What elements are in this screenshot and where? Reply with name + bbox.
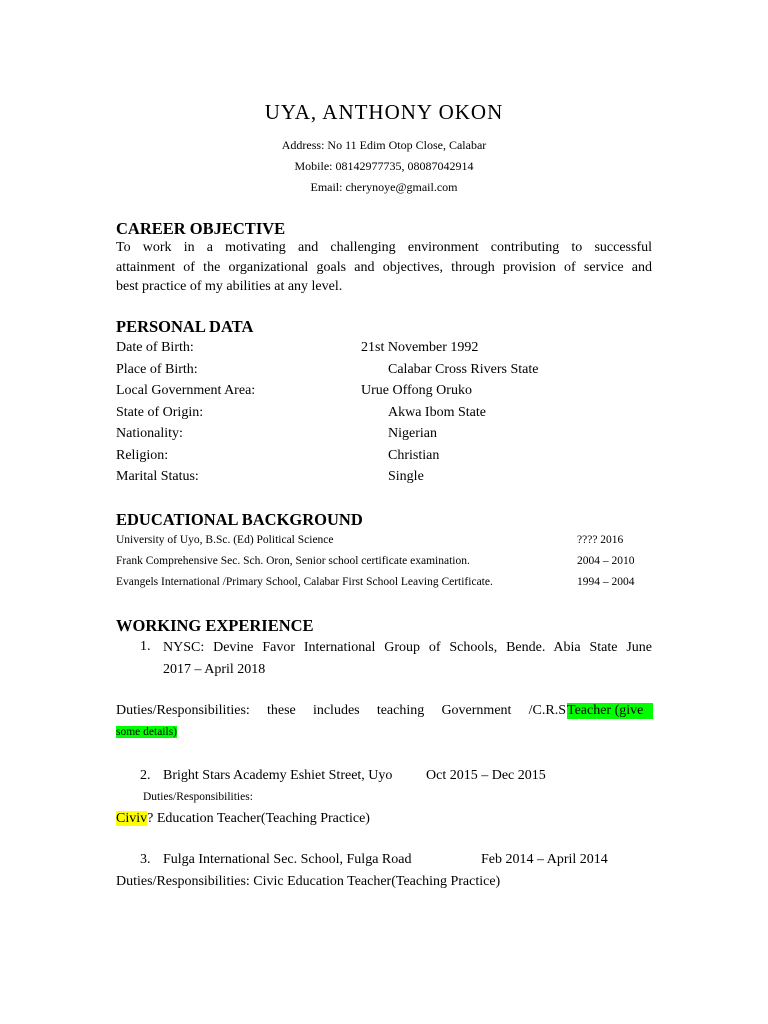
education-years: 1994 – 2004 (577, 576, 635, 588)
personal-data-heading: PERSONAL DATA (116, 317, 254, 336)
job-number: 1. (140, 639, 151, 654)
job-title (163, 637, 652, 681)
personal-value-dob: 21st November 1992 (361, 340, 479, 355)
duties-text: ? Education Teacher(Teaching Practice) (147, 811, 370, 826)
duties-word: teaching (376, 703, 425, 718)
education-institution: Evangels International /Primary School, Calabar First School Leaving Certificate. (116, 576, 493, 588)
job-title: Bright Stars Academy Eshiet Street, Uyo (163, 768, 393, 783)
personal-label-marital: Marital Status: (116, 469, 199, 484)
career-line: best practice of my abilities at any level. (116, 279, 343, 294)
personal-label-nationality: Nationality: (116, 426, 183, 441)
career-objective-heading: CAREER OBJECTIVE (116, 219, 286, 238)
job-duties (116, 811, 370, 827)
duties-word: Government (441, 703, 512, 718)
personal-label-origin: State of Origin: (116, 405, 204, 420)
education-institution: University of Uyo, B.Sc. (Ed) Political Science (116, 534, 334, 546)
job-title-line: NYSC: Devine Favor International Group of Schools, Bende. Abia State June (163, 640, 652, 655)
candidate-name: UYA, ANTHONY OKON (264, 100, 504, 124)
duties-highlight: some details) (116, 726, 177, 738)
duties-highlight: Civiv (116, 811, 148, 826)
work-experience-heading: WORKING EXPERIENCE (116, 616, 314, 635)
personal-value-religion: Christian (388, 448, 440, 463)
education-heading: EDUCATIONAL BACKGROUND (116, 510, 363, 529)
personal-value-pob: Calabar Cross Rivers State (388, 362, 539, 377)
job-title-line: 2017 – April 2018 (163, 662, 266, 677)
job-number: 2. (140, 768, 151, 783)
personal-label-religion: Religion: (116, 448, 169, 463)
duties-word: these (266, 703, 296, 718)
career-line: attainment of the organizational goals and objectives, through provision of service and (116, 259, 652, 275)
career-line: To work in a motivating and challenging environment contributing to successful (116, 240, 652, 255)
job-title: Fulga International Sec. School, Fulga Road (163, 852, 412, 867)
career-objective-text (116, 238, 652, 297)
personal-value-marital: Single (388, 469, 424, 484)
job-dates: Feb 2014 – April 2014 (481, 852, 608, 867)
duties-word: includes (312, 703, 360, 718)
personal-value-lga: Urue Offong Oruko (361, 383, 472, 398)
job-dates: Oct 2015 – Dec 2015 (426, 768, 546, 783)
email-line: Email: cherynoye@gmail.com (310, 180, 458, 194)
duties-highlight: Teacher (give (567, 703, 653, 719)
education-years: 2004 – 2010 (577, 555, 635, 567)
job-duties (116, 703, 566, 719)
job-duties: Duties/Responsibilities: Civic Education Teacher(Teaching Practice) (116, 874, 501, 889)
mobile-line: Mobile: 08142977735, 08087042914 (294, 159, 474, 173)
education-institution: Frank Comprehensive Sec. Sch. Oron, Senior school certificate examination. (116, 555, 470, 567)
education-years: ???? 2016 (577, 534, 624, 546)
address-line: Address: No 11 Edim Otop Close, Calabar (281, 138, 487, 152)
personal-value-origin: Akwa Ibom State (388, 405, 486, 420)
duties-word: /C.R.S (528, 703, 566, 718)
personal-value-nationality: Nigerian (388, 426, 437, 441)
duties-word: Duties/Responsibilities: (116, 703, 250, 718)
personal-label-pob: Place of Birth: (116, 362, 198, 377)
duties-label: Duties/Responsibilities: (143, 791, 253, 803)
personal-label-dob: Date of Birth: (116, 340, 194, 355)
job-number: 3. (140, 852, 151, 867)
personal-label-lga: Local Government Area: (116, 383, 256, 398)
